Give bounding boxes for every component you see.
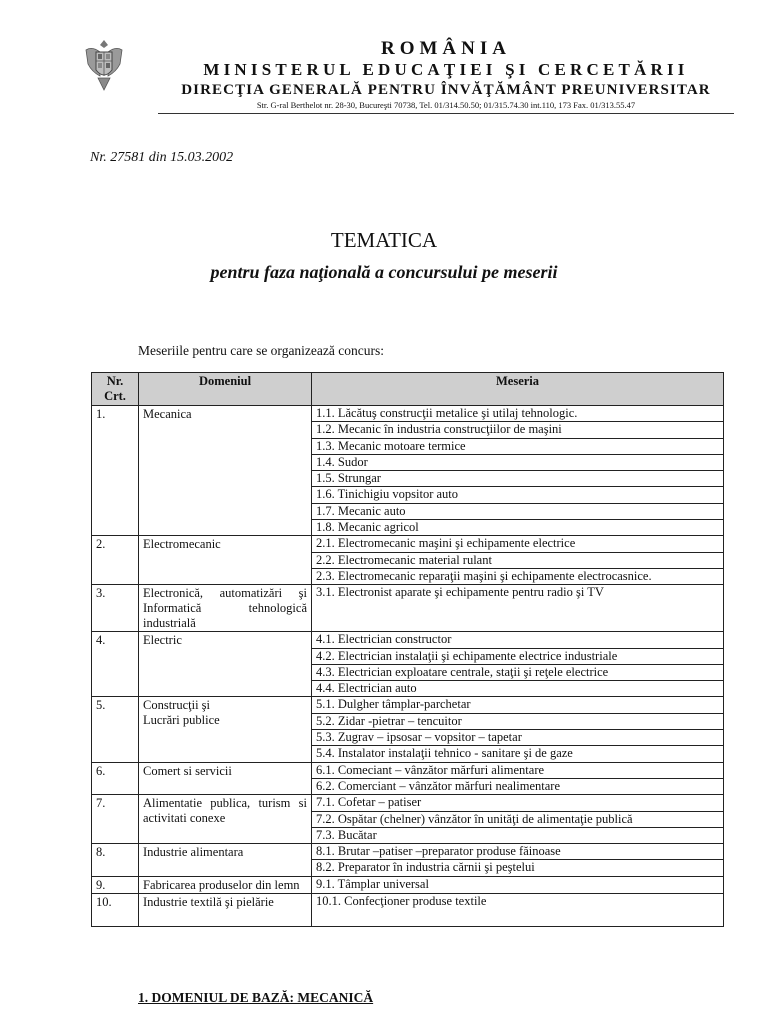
header-address: Str. G-ral Berthelot nr. 28-30, Bucureşti 70738, Tel. 01/314.50.50; 01/315.74.30 int.110, 173 Fax. 01/313.55.47 — [256, 100, 636, 110]
table-row — [92, 632, 724, 648]
document-title: TEMATICA — [330, 228, 438, 252]
row-trade: 5.4. Instalator instalaţii tehnico - sanitare şi de gaze — [312, 746, 724, 762]
row-trade: 1.8. Mecanic agricol — [312, 520, 724, 536]
document-number: Nr. 27581 din 15.03.2002 — [90, 150, 234, 165]
row-trade: 8.1. Brutar –patiser –preparator produse făinoase — [312, 844, 724, 860]
row-trade: 8.2. Preparator în industria cărnii şi peştelui — [312, 860, 724, 876]
table-row — [92, 585, 724, 632]
table-row — [92, 536, 724, 552]
row-trade: 5.3. Zugrav – ipsosar – vopsitor – tapetar — [312, 730, 724, 746]
row-number: 2. — [92, 536, 139, 585]
row-trade: 7.3. Bucătar — [312, 827, 724, 843]
row-trade: 2.3. Electromecanic reparaţii maşini şi echipamente electrocasnice. — [312, 568, 724, 584]
header-rule — [158, 113, 734, 114]
row-number: 3. — [92, 585, 139, 632]
row-trade: 4.1. Electrician constructor — [312, 632, 724, 648]
row-number: 1. — [92, 406, 139, 536]
row-trade: 1.5. Strungar — [312, 471, 724, 487]
row-trade: 3.1. Electronist aparate şi echipamente pentru radio şi TV — [312, 585, 724, 632]
table-row — [92, 844, 724, 860]
section-heading: 1. DOMENIUL DE BAZĂ: MECANICĂ — [138, 990, 374, 1005]
header-domain: Domeniul — [139, 373, 312, 406]
trades-table — [91, 372, 724, 927]
header-country: ROMÂNIA — [381, 38, 511, 59]
header-ministry: MINISTERUL EDUCAŢIEI ŞI CERCETĂRII — [203, 60, 689, 79]
header-nr: Nr. Crt. — [92, 373, 139, 406]
table-row — [92, 697, 724, 713]
row-domain: Construcţii şi Lucrări publice — [139, 697, 312, 762]
row-trade: 1.4. Sudor — [312, 454, 724, 470]
row-number: 5. — [92, 697, 139, 762]
table-row — [92, 893, 724, 926]
row-trade: 5.2. Zidar -pietrar – tencuitor — [312, 713, 724, 729]
row-domain: Mecanica — [139, 406, 312, 536]
row-trade: 2.2. Electromecanic material rulant — [312, 552, 724, 568]
row-trade: 7.2. Ospătar (chelner) vânzător în unităţi de alimentaţie publică — [312, 811, 724, 827]
row-number: 9. — [92, 876, 139, 893]
row-domain: Industrie alimentara — [139, 844, 312, 877]
row-number: 8. — [92, 844, 139, 877]
row-trade: 1.1. Lăcătuş construcţii metalice şi utilaj tehnologic. — [312, 406, 724, 422]
table-header-row — [92, 373, 724, 406]
row-number: 7. — [92, 795, 139, 844]
row-domain: Electric — [139, 632, 312, 697]
row-trade: 1.7. Mecanic auto — [312, 503, 724, 519]
romanian-coat-of-arms-icon — [82, 36, 126, 92]
row-trade: 10.1. Confecţioner produse textile — [312, 893, 724, 926]
row-domain: Electronică, automatizări şi Informatică tehnologică industrială — [139, 585, 312, 632]
row-number: 6. — [92, 762, 139, 795]
row-trade: 7.1. Cofetar – patiser — [312, 795, 724, 811]
row-trade: 6.2. Comerciant – vânzător mărfuri nealimentare — [312, 778, 724, 794]
row-trade: 4.3. Electrician exploatare centrale, staţii şi reţele electrice — [312, 664, 724, 680]
row-trade: 1.6. Tinichigiu vopsitor auto — [312, 487, 724, 503]
table-row — [92, 762, 724, 778]
row-trade: 1.2. Mecanic în industria construcţiilor de maşini — [312, 422, 724, 438]
document-subtitle: pentru faza naţională a concursului pe meserii — [210, 262, 558, 282]
row-number: 4. — [92, 632, 139, 697]
header-trade: Meseria — [312, 373, 724, 406]
row-domain: Alimentatie publica, turism si activitati conexe — [139, 795, 312, 844]
row-trade: 6.1. Comeciant – vânzător mărfuri alimentare — [312, 762, 724, 778]
table-row — [92, 406, 724, 422]
row-trade: 4.4. Electrician auto — [312, 681, 724, 697]
row-trade: 4.2. Electrician instalaţii şi echipamente electrice industriale — [312, 648, 724, 664]
header-directorate: DIRECŢIA GENERALĂ PENTRU ÎNVĂŢĂMÂNT PREUNIVERSITAR — [181, 82, 711, 98]
intro-text: Meseriile pentru care se organizează concurs: — [138, 343, 384, 358]
row-domain: Electromecanic — [139, 536, 312, 585]
row-domain: Industrie textilă şi pielărie — [139, 893, 312, 926]
row-domain: Comert si servicii — [139, 762, 312, 795]
row-trade: 1.3. Mecanic motoare termice — [312, 438, 724, 454]
row-trade: 5.1. Dulgher tâmplar-parchetar — [312, 697, 724, 713]
row-trade: 9.1. Tâmplar universal — [312, 876, 724, 893]
row-trade: 2.1. Electromecanic maşini şi echipamente electrice — [312, 536, 724, 552]
table-row — [92, 876, 724, 893]
row-domain: Fabricarea produselor din lemn — [139, 876, 312, 893]
row-number: 10. — [92, 893, 139, 926]
table-row — [92, 795, 724, 811]
